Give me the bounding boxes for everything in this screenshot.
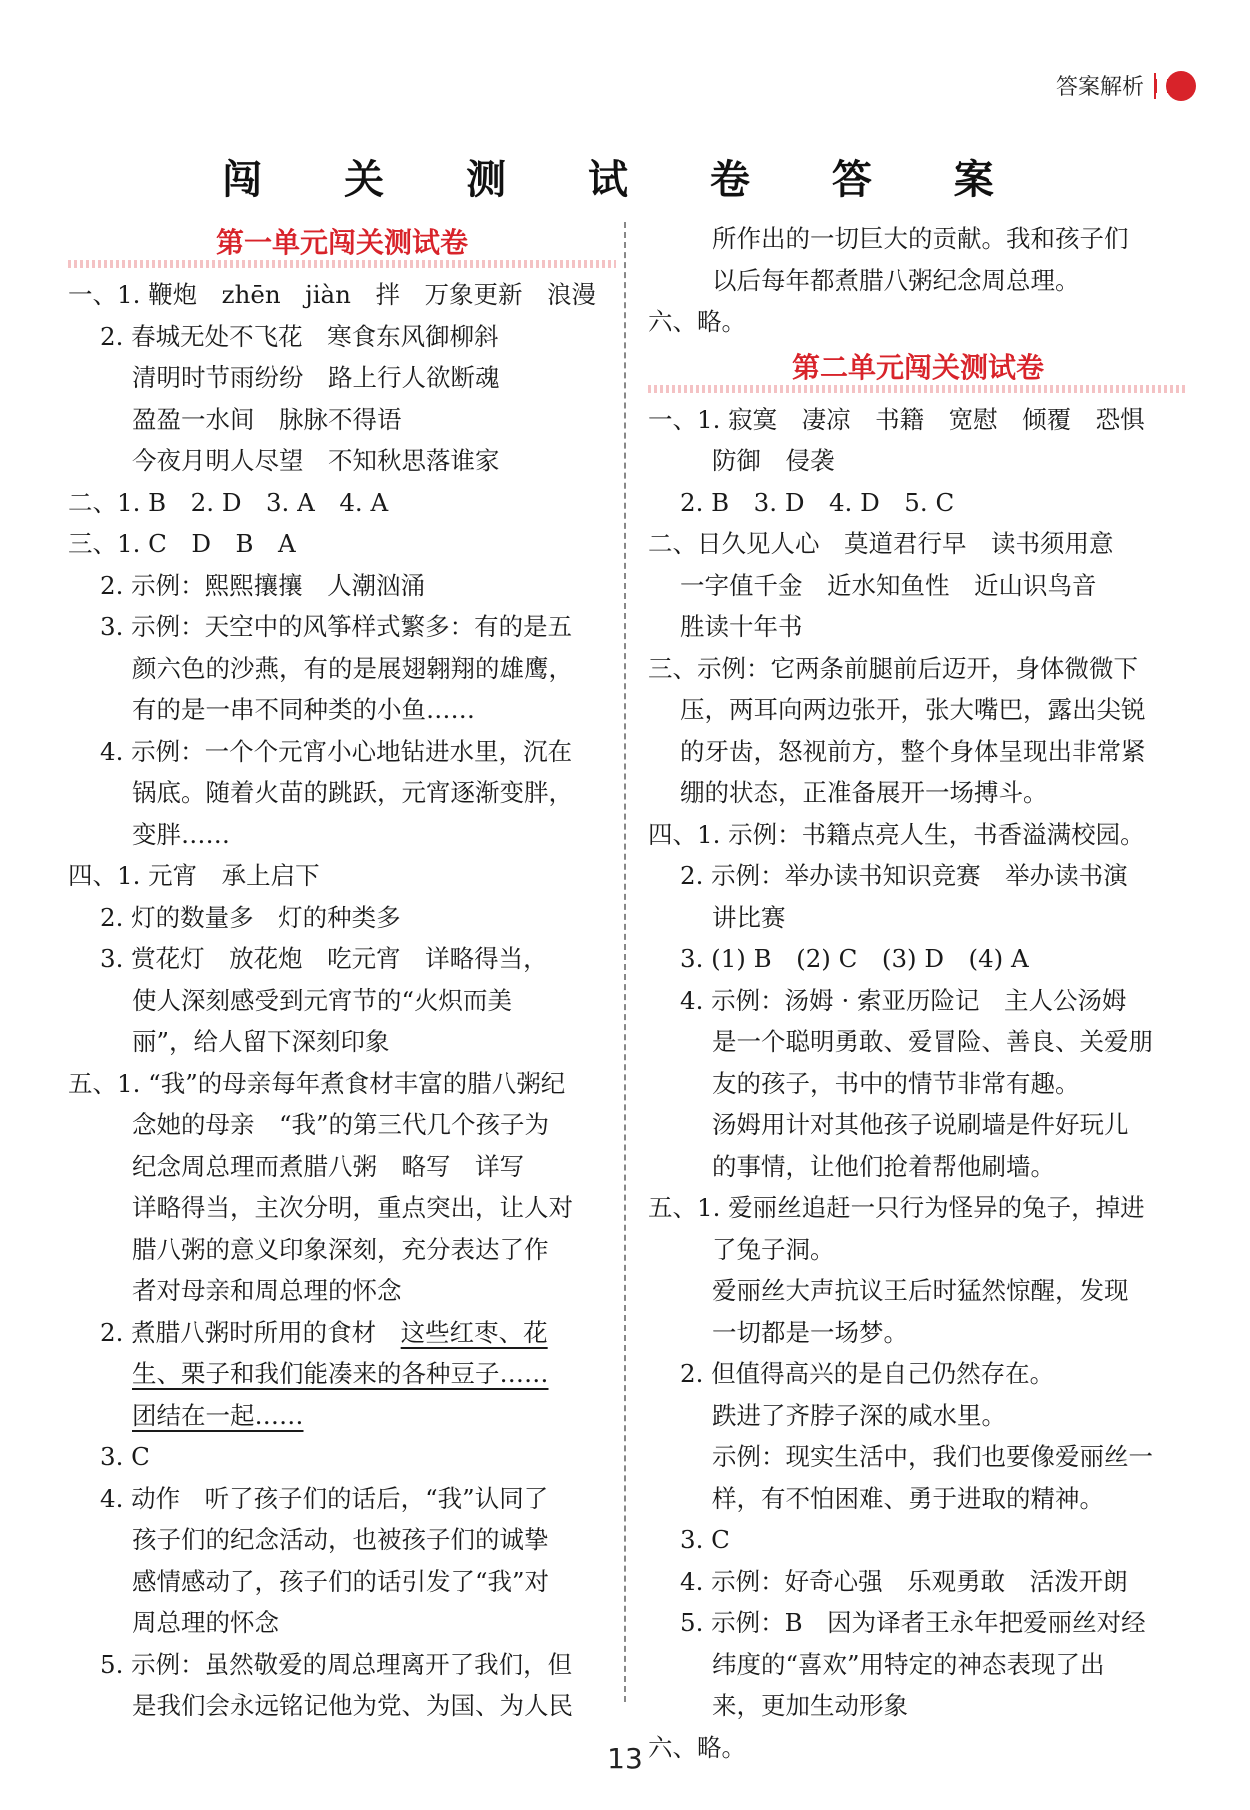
answer-line	[68, 1270, 616, 1312]
answer-line	[68, 1436, 616, 1478]
answer-text: 清明时节雨纷纷 路上行人欲断魂	[132, 363, 500, 392]
answer-text: 绷的状态，正准备展开一场搏斗。	[680, 778, 1048, 807]
answer-text: 2. 灯的数量多 灯的种类多	[100, 902, 401, 932]
answer-line	[648, 1063, 1188, 1105]
answer-line	[648, 606, 1188, 648]
answer-line	[68, 1312, 616, 1354]
answer-text: 4. 示例：一个个元宵小心地钻进水里，沉在	[100, 736, 573, 766]
answer-text: 纬度的“喜欢”用特定的神态表现了出	[712, 1649, 1105, 1679]
answer-line	[648, 980, 1188, 1022]
answer-text: 二、1. B 2. D 3. A 4. A	[68, 487, 389, 517]
answer-text: 一、1. 鞭炮 zhēn jiàn 拌 万象更新 浪漫	[68, 280, 596, 309]
answer-text: 汤姆用计对其他孩子说刷墙是件好玩儿	[712, 1110, 1129, 1139]
answer-line	[648, 260, 1188, 302]
answer-line	[648, 565, 1188, 607]
answer-line	[648, 1104, 1188, 1146]
answer-line	[648, 1436, 1188, 1478]
column-divider	[624, 222, 626, 1702]
answer-text: 丽”，给人留下深刻印象	[132, 1027, 390, 1056]
right-column	[648, 218, 1188, 1768]
answer-text: 是一个聪明勇敢、爱冒险、善良、关爱朋	[712, 1027, 1153, 1056]
answer-line	[68, 855, 616, 897]
unit-1-answers-continued	[648, 218, 1188, 343]
page-header	[1056, 70, 1196, 101]
answer-text: 的牙齿，怒视前方，整个身体呈现出非常紧	[680, 736, 1146, 766]
answer-text: 详略得当，主次分明，重点突出，让人对	[132, 1193, 573, 1222]
answer-line	[648, 482, 1188, 524]
answer-line	[648, 1602, 1188, 1644]
answer-line	[68, 648, 616, 690]
answer-line	[68, 1353, 616, 1395]
answer-line	[648, 1146, 1188, 1188]
answer-line	[648, 1561, 1188, 1603]
answer-line	[68, 1021, 616, 1063]
unit-2-answers	[648, 399, 1188, 1769]
answer-text: 六、略。	[648, 307, 746, 336]
answer-text: 爱丽丝大声抗议王后时猛然惊醒，发现	[712, 1276, 1129, 1305]
answer-line	[68, 1146, 616, 1188]
answer-text: 周总理的怀念	[132, 1608, 279, 1637]
answer-text: 四、1. 示例：书籍点亮人生，书香溢满校园。	[648, 819, 1145, 849]
answer-text: 3. 赏花灯 放花炮 吃元宵 详略得当，	[100, 944, 548, 973]
answer-text: 4. 示例：好奇心强 乐观勇敢 活泼开朗	[680, 1566, 1128, 1596]
answer-text: 一字值千金 近水知鱼性 近山识鸟音	[680, 570, 1097, 600]
answer-line	[68, 357, 616, 399]
answer-line	[68, 814, 616, 856]
answer-line	[648, 814, 1188, 856]
answer-text: 示例：现实生活中，我们也要像爱丽丝一	[712, 1442, 1153, 1471]
answer-text: 一、1. 寂寞 凄凉 书籍 宽慰 倾覆 恐惧	[648, 404, 1145, 434]
answer-text: 三、示例：它两条前腿前后迈开，身体微微下	[648, 653, 1138, 683]
answer-line	[648, 1395, 1188, 1437]
answer-text: 2. B 3. D 4. D 5. C	[680, 487, 955, 517]
underlined-answer-text: 团结在一起……	[132, 1400, 304, 1430]
answer-text: 使人深刻感受到元宵节的“火炽而美	[132, 985, 513, 1015]
answer-line	[68, 1229, 616, 1271]
answer-line	[68, 689, 616, 731]
answer-line	[68, 1685, 616, 1727]
answer-line	[648, 772, 1188, 814]
answer-line	[648, 1312, 1188, 1354]
answer-text: 5. 示例：B 因为译者王永年把爱丽丝对经	[680, 1608, 1146, 1637]
answer-text: 4. 动作 听了孩子们的话后，“我”认同了	[100, 1483, 549, 1513]
answer-text: 今夜月明人尽望 不知秋思落谁家	[132, 446, 500, 475]
answer-line	[68, 1478, 616, 1520]
answer-text: 有的是一串不同种类的小鱼……	[132, 695, 475, 724]
page-number: 13	[607, 1742, 643, 1775]
answer-line	[68, 1187, 616, 1229]
page-title: 闯 关 测 试 卷 答 案	[222, 156, 1028, 203]
answer-line	[648, 440, 1188, 482]
answer-line	[68, 1561, 616, 1603]
answer-line	[648, 689, 1188, 731]
answer-text: 压，两耳向两边张开，张大嘴巴，露出尖锐	[680, 695, 1146, 724]
answer-line	[648, 1353, 1188, 1395]
answer-line	[68, 980, 616, 1022]
answer-text: 2. 春城无处不飞花 寒食东风御柳斜	[100, 321, 499, 351]
unit-1-title: 第一单元闯关测试卷	[68, 218, 616, 274]
answer-line	[68, 399, 616, 441]
answer-text: 纪念周总理而煮腊八粥 略写 详写	[132, 1151, 524, 1181]
answer-text: 跌进了齐脖子深的咸水里。	[712, 1400, 1006, 1430]
answer-text: 盈盈一水间 脉脉不得语	[132, 404, 402, 434]
answer-line	[68, 1063, 616, 1105]
unit-2-title: 第二单元闯关测试卷	[648, 343, 1188, 399]
answer-text: 了兔子洞。	[712, 1234, 835, 1264]
answer-line	[68, 1602, 616, 1644]
answer-text: 是我们会永远铭记他为党、为国、为人民	[132, 1691, 573, 1720]
answer-line	[648, 1229, 1188, 1271]
answer-line	[648, 855, 1188, 897]
answer-line	[68, 440, 616, 482]
answer-text: 锅底。随着火苗的跳跃，元宵逐渐变胖，	[132, 778, 573, 807]
answer-text: 2. 但值得高兴的是自己仍然存在。	[680, 1359, 1055, 1388]
answer-line	[648, 1270, 1188, 1312]
answer-text: 四、1. 元宵 承上启下	[68, 861, 320, 890]
answer-line	[648, 648, 1188, 690]
answer-text: 念她的母亲 “我”的第三代几个孩子为	[132, 1110, 550, 1139]
answer-line	[648, 301, 1188, 343]
underlined-answer-text: 生、栗子和我们能凑来的各种豆子……	[132, 1359, 549, 1388]
answer-line	[648, 1519, 1188, 1561]
answer-line	[68, 523, 616, 565]
answer-line	[68, 1644, 616, 1686]
answer-line	[68, 731, 616, 773]
answer-line	[68, 274, 616, 316]
answer-text: 五、1. “我”的母亲每年煮食材丰富的腊八粥纪	[68, 1068, 566, 1098]
answer-line	[648, 1685, 1188, 1727]
left-column	[68, 218, 616, 1727]
answer-text: 孩子们的纪念活动，也被孩子们的诚挚	[132, 1525, 549, 1554]
answer-line	[68, 938, 616, 980]
answer-text: 三、1. C D B A	[68, 529, 296, 558]
answer-text: 腊八粥的意义印象深刻，充分表达了作	[132, 1234, 549, 1264]
answer-text: 5. 示例：虽然敬爱的周总理离开了我们，但	[100, 1649, 573, 1679]
answer-text: 样，有不怕困难、勇于进取的精神。	[712, 1483, 1104, 1513]
answer-line	[68, 1104, 616, 1146]
answer-text: 胜读十年书	[680, 612, 803, 641]
answer-text: 2. 示例：熙熙攘攘 人潮汹涌	[100, 570, 426, 600]
answer-text: 所作出的一切巨大的贡献。我和孩子们	[712, 224, 1129, 253]
answer-text: 友的孩子，书中的情节非常有趣。	[712, 1068, 1080, 1098]
answer-text: 六、略。	[648, 1732, 746, 1762]
answer-text: 3. C	[100, 1442, 150, 1471]
answer-line	[648, 1478, 1188, 1520]
answer-line	[648, 1644, 1188, 1686]
answer-line	[68, 1519, 616, 1561]
answer-line	[68, 1395, 616, 1437]
answer-text: 五、1. 爱丽丝追赶一只行为怪异的兔子，掉进	[648, 1193, 1145, 1222]
answer-line	[648, 218, 1188, 260]
answer-text: 二、日久见人心 莫道君行早 读书须用意	[648, 529, 1114, 558]
answer-line	[648, 1021, 1188, 1063]
header-logo-icon	[1166, 71, 1196, 101]
answer-text: 3. C	[680, 1525, 730, 1554]
answer-text: 来，更加生动形象	[712, 1691, 908, 1720]
answer-text: 感情感动了，孩子们的话引发了“我”对	[132, 1566, 550, 1596]
answer-line	[648, 897, 1188, 939]
answer-text: 3. 示例：天空中的风筝样式繁多：有的是五	[100, 612, 573, 641]
answer-line	[68, 482, 616, 524]
answer-text: 4. 示例：汤姆 · 索亚历险记 主人公汤姆	[680, 985, 1127, 1015]
answer-text: 防御 侵袭	[712, 446, 835, 475]
answer-line	[68, 565, 616, 607]
answer-text: 2. 示例：举办读书知识竞赛 举办读书演	[680, 861, 1128, 890]
unit-1-answers	[68, 274, 616, 1727]
answer-text: 一切都是一场梦。	[712, 1317, 908, 1347]
answer-text: 以后每年都煮腊八粥纪念周总理。	[712, 265, 1080, 295]
answer-line	[648, 731, 1188, 773]
underlined-answer-text: 这些红枣、花	[400, 1317, 548, 1347]
answer-text: 颜六色的沙燕，有的是展翅翱翔的雄鹰，	[132, 653, 573, 683]
answer-line	[68, 316, 616, 358]
answer-text: 3. (1) B (2) C (3) D (4) A	[680, 944, 1029, 973]
answer-line	[68, 606, 616, 648]
answer-line	[648, 523, 1188, 565]
answer-line	[648, 1187, 1188, 1229]
answer-line	[68, 897, 616, 939]
answer-text: 2. 煮腊八粥时所用的食材	[100, 1317, 401, 1347]
header-label: 答案解析	[1055, 75, 1144, 100]
answer-line	[648, 938, 1188, 980]
answer-text: 变胖……	[132, 819, 230, 849]
answer-text: 的事情，让他们抢着帮他刷墙。	[712, 1151, 1055, 1181]
answer-line	[648, 399, 1188, 441]
answer-text: 者对母亲和周总理的怀念	[132, 1276, 402, 1305]
answer-line	[68, 772, 616, 814]
answer-text: 讲比赛	[712, 902, 786, 932]
